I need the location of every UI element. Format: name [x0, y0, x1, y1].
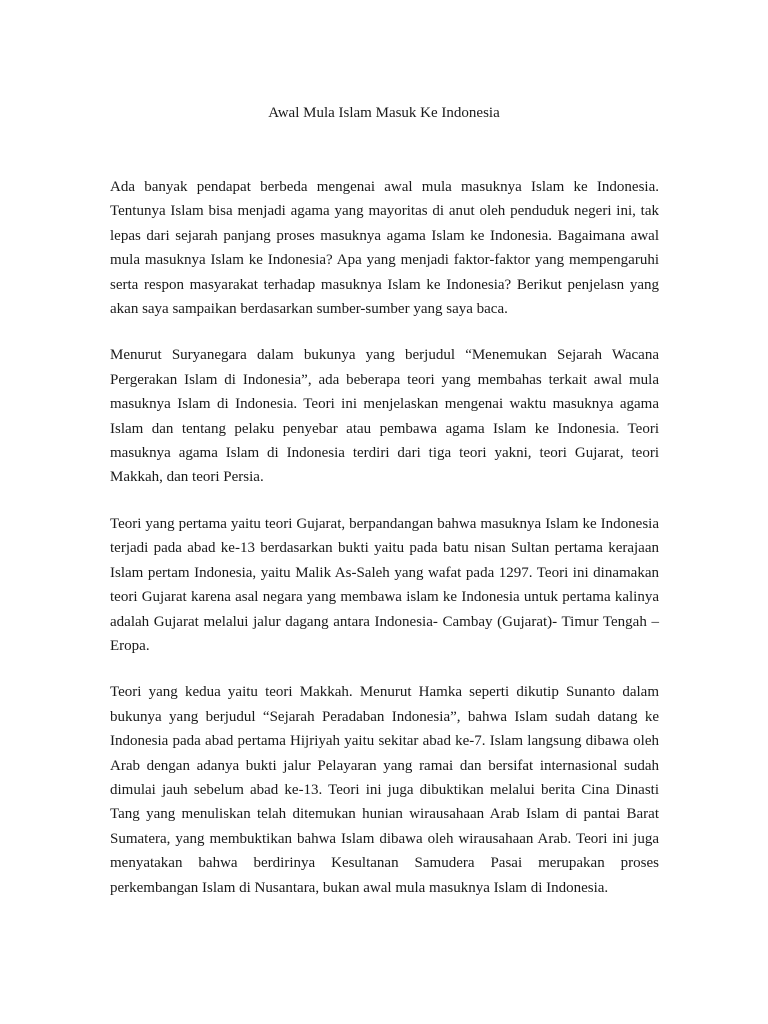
paragraph-gujarat-theory: Teori yang pertama yaitu teori Gujarat, berpandangan bahwa masuknya Islam ke Indonesia terjadi pada abad ke-13 berdasarkan bukti yaitu pada batu nisan Sultan pertama kerajaan Islam pertam Indonesia, yaitu Malik As-Saleh yang wafat pada 1297. Teori ini dinamakan teori Gujarat karena asal negara yang membawa islam ke Indonesia untuk pertama kalinya adalah Gujarat melalui jalur dagang antara Indonesia- Cambay (Gujarat)- Timur Tengah – Eropa. — [110, 515, 659, 654]
paragraph-suryanegara: Menurut Suryanegara dalam bukunya yang berjudul “Menemukan Sejarah Wacana Pergerakan Islam di Indonesia”, ada beberapa teori yang membahas terkait awal mula masuknya Islam di Indonesia. Teori ini menjelaskan mengenai waktu masuknya agama Islam dan tentang pelaku penyebar atau pembawa agama Islam ke Indonesia. Teori masuknya agama Islam di Indonesia terdiri dari tiga teori yakni, teori Gujarat, teori Makkah, dan teori Persia. — [110, 347, 659, 486]
paragraph-intro: Ada banyak pendapat berbeda mengenai awal mula masuknya Islam ke Indonesia. Tentunya Islam bisa menjadi agama yang mayoritas di anut oleh penduduk negeri ini, tak lepas dari sejarah panjang proses masuknya agama Islam ke Indonesia. Bagaimana awal mula masuknya Islam ke Indonesia? Apa yang menjadi faktor-faktor yang mempengaruhi serta respon masyarakat terhadap masuknya Islam ke Indonesia? Berikut penjelasn yang akan saya sampaikan berdasarkan sumber-sumber yang saya baca. — [110, 179, 659, 318]
paragraph-makkah-theory: Teori yang kedua yaitu teori Makkah. Menurut Hamka seperti dikutip Sunanto dalam bukunya yang berjudul “Sejarah Peradaban Indonesia”, bahwa Islam sudah datang ke Indonesia pada abad pertama Hijriyah yaitu sekitar abad ke-7. Islam langsung dibawa oleh Arab dengan adanya bukti jalur Pelayaran yang ramai dan bersifat internasional sudah dimulai jauh sebelum abad ke-13. Teori ini juga dibuktikan melalui berita Cina Dinasti Tang yang menuliskan telah ditemukan hunian wirausahaan Arab Islam di pantai Barat Sumatera, yang membuktikan bahwa Islam dibawa oleh wirausahaan Arab. Teori ini juga menyatakan bahwa berdirinya Kesultanan Samudera Pasai merupakan proses perkembangan Islam di Nusantara, bukan awal mula masuknya Islam di Indonesia. — [110, 684, 659, 896]
document-title: Awal Mula Islam Masuk Ke Indonesia — [268, 105, 500, 121]
document-body — [110, 175, 659, 922]
